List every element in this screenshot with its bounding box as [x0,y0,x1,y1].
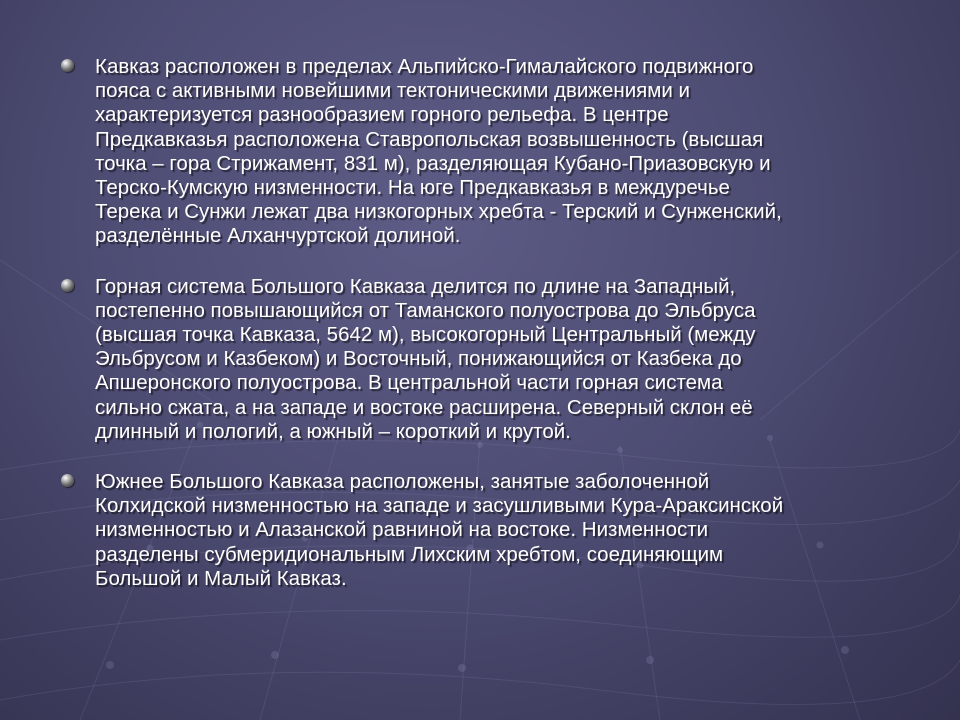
bullet-item [60,275,920,444]
sphere-bullet-icon [61,474,74,487]
bullet-text: Южнее Большого Кавказа расположены, занятые заболоченной Колхидской низменностью на западе и засушливыми Кура-Араксинской низменностью и Алазанской равниной на востоке. Низменности разделены субмеридиональным Лихским хребтом, соединяющим Большой и Малый Кавказ. [95,470,784,590]
sphere-bullet-icon [61,279,74,292]
bullet-text: Кавказ расположен в пределах Альпийско-Гималайского подвижного пояса с активными новейшими тектоническими движениями и характеризуется разнообразием горного рельефа. В центре Предкавказья расположена Ставропольская возвышенность (высшая точка – гора Стрижамент, 831 м), разделяющая Кубано-Приазовскую и Терско-Кумскую низменности. На юге Предкавказья в междуречье Терека и Сунжи лежат два низкогорных хребта - Терский и Сунженский, разделённые Алханчуртской долиной. [95,55,782,248]
slide-content [60,55,920,617]
bullet-item [60,55,920,249]
sphere-bullet-icon [61,59,74,72]
bullet-item [60,470,920,591]
bullet-text: Горная система Большого Кавказа делится по длине на Западный, постепенно повышающийся от Таманского полуострова до Эльбруса (высшая точка Кавказа, 5642 м), высокогорный Центральный (между Эльбрусом и Казбеком) и Восточный, понижающийся от Казбека до Апшеронского полуострова. В центральной части горная система сильно сжата, а на западе и востоке расширена. Северный склон её длинный и пологий, а южный – короткий и крутой. [95,274,756,443]
